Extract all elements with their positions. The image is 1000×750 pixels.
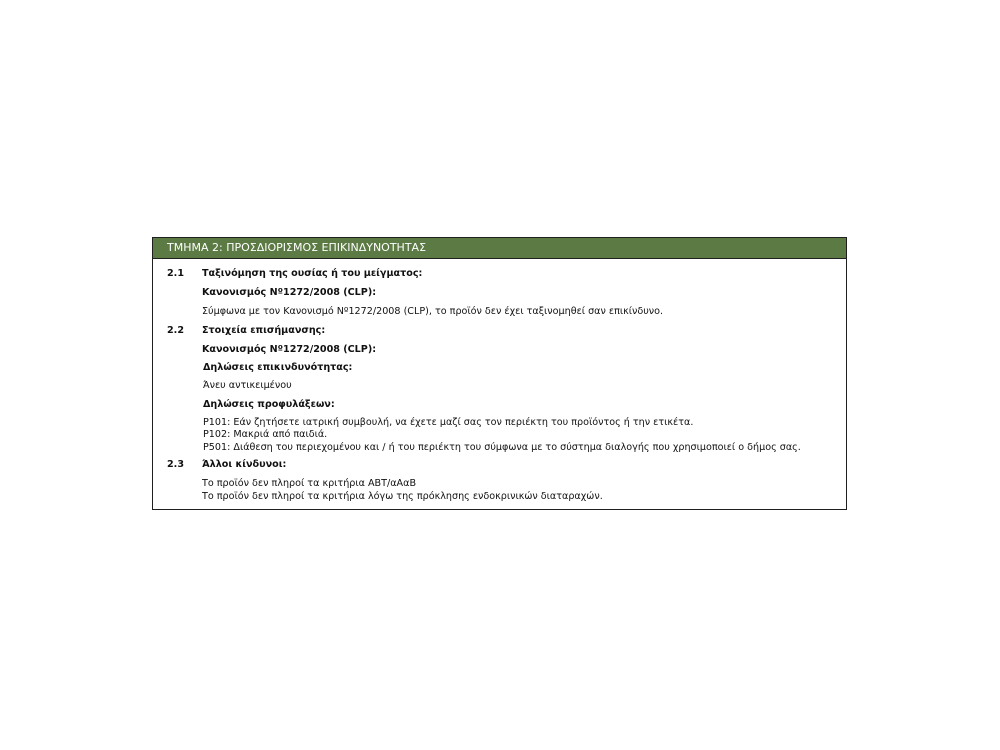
section-title-2-3: Άλλοι κίνδυνοι: <box>202 459 287 470</box>
section-title-2-1: Ταξινόμηση της ουσίας ή του μείγματος: <box>202 268 423 279</box>
precaution-statements-heading: Δηλώσεις προφυλάξεων: <box>203 399 335 410</box>
section-2-panel <box>152 237 847 510</box>
precaution-p101: P101: Εάν ζητήσετε ιατρική συμβουλή, να έχετε μαζί σας τον περιέκτη του προϊόντος ή την ετικέτα. <box>203 417 694 428</box>
precaution-p501: P501: Διάθεση του περιεχομένου και / ή του περιέκτη του σύμφωνα με το σύστημα διαλογής που χρησιμοποιεί ο δήμος σας. <box>203 442 801 453</box>
hazard-statements-text: Άνευ αντικειμένου <box>203 380 292 391</box>
other-hazards-line-2: Το προϊόν δεν πληροί τα κριτήρια λόγω της πρόκλησης ενδοκρινικών διαταραχών. <box>202 491 603 502</box>
hazard-statements-heading: Δηλώσεις επικινδυνότητας: <box>203 362 353 373</box>
section-number-2-3: 2.3 <box>167 459 184 470</box>
classification-text: Σύμφωνα με τον Κανονισμό Nº1272/2008 (CLP), το προϊόν δεν έχει ταξινομηθεί σαν επικίνδυνο. <box>202 306 664 317</box>
regulation-heading-2-1: Κανονισμός Nº1272/2008 (CLP): <box>202 287 377 298</box>
section-title-2-2: Στοιχεία επισήμανσης: <box>202 325 326 336</box>
regulation-heading-2-2: Κανονισμός Nº1272/2008 (CLP): <box>202 344 377 355</box>
section-number-2-1: 2.1 <box>167 268 184 279</box>
other-hazards-line-1: Το προϊόν δεν πληροί τα κριτήρια ΑΒΤ/αΑαΒ <box>202 478 417 489</box>
precaution-p102: P102: Μακριά από παιδιά. <box>203 429 328 440</box>
section-number-2-2: 2.2 <box>167 325 184 336</box>
section-header: ΤΜΗΜΑ 2: ΠΡΟΣΔΙΟΡΙΣΜΟΣ ΕΠΙΚΙΝΔΥΝΟΤΗΤΑΣ <box>153 238 846 259</box>
